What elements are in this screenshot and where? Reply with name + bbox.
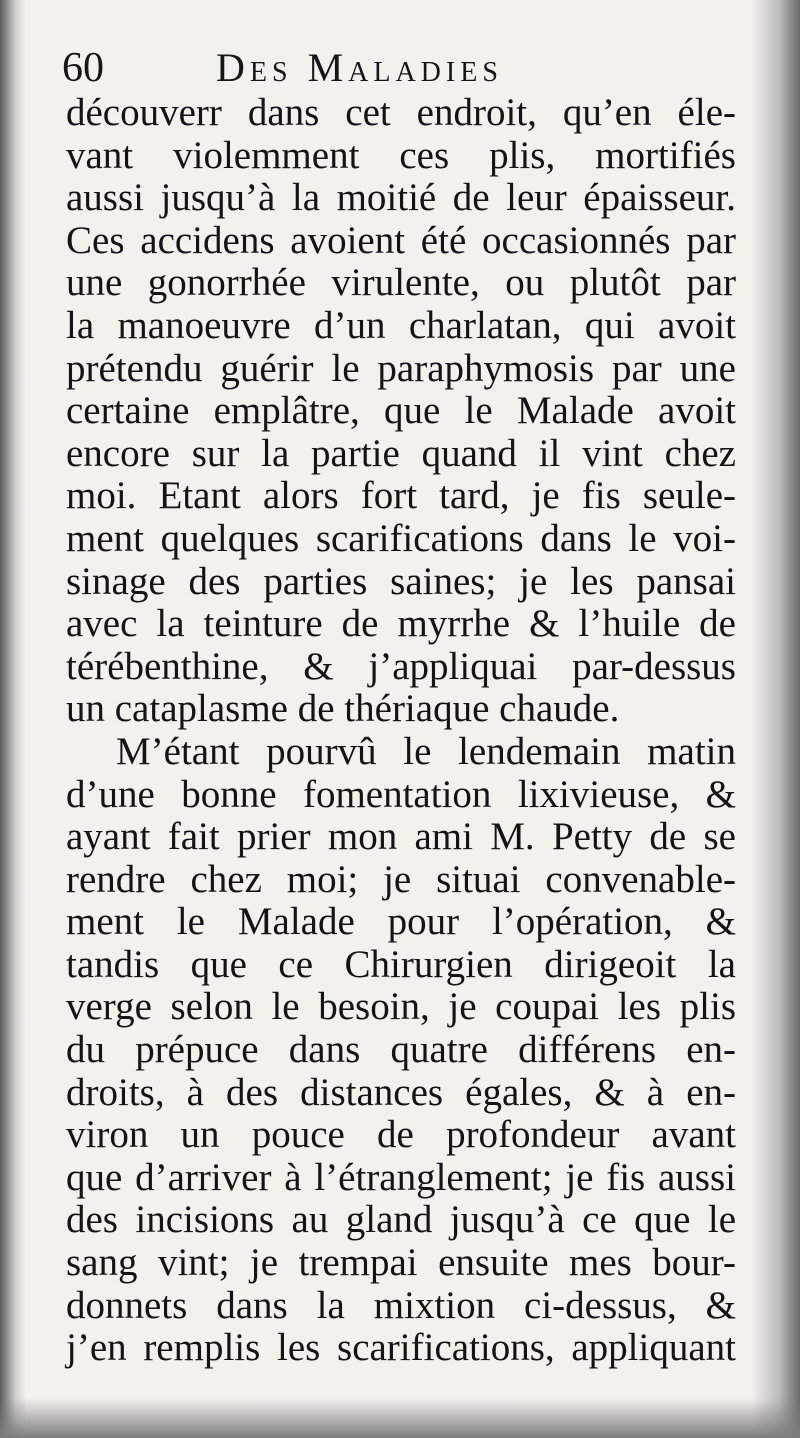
text-line: M’étant pourvû le lendemain matin [116, 729, 736, 773]
text-line: encore sur la partie quand il vint chez [66, 431, 736, 475]
text-line: j’en remplis les scarifications, appliquant [66, 1326, 736, 1370]
text-line: ment quelques scarifications dans le voi- [66, 516, 736, 560]
running-head [62, 42, 742, 94]
text-line: moi. Etant alors fort tard, je fis seule- [66, 474, 736, 518]
text-line: d’une bonne fomentation lixivieuse, & [66, 772, 736, 816]
body-text [66, 92, 736, 1370]
text-line: sang vint; je trempai ensuite mes bour- [66, 1241, 736, 1285]
text-line: droits, à des distances égales, & à en- [66, 1070, 736, 1114]
text-line: térébenthine, & j’appliquai par-dessus [66, 644, 736, 688]
text-line: certaine emplâtre, que le Malade avoit [66, 389, 736, 433]
page-gutter-shadow [0, 0, 26, 1438]
page-number: 60 [62, 45, 104, 91]
text-line: un cataplasme de thériaque chaude. [66, 687, 620, 731]
text-line: sinage des parties saines; je les pansai [66, 559, 736, 603]
text-line: avec la teinture de myrrhe & l’huile de [66, 602, 736, 646]
text-line: viron un pouce de profondeur avant [66, 1113, 736, 1157]
text-line: tandis que ce Chirurgien dirigeoit la [66, 942, 736, 986]
text-line: verge selon le besoin, je coupai les plis [66, 985, 736, 1029]
text-line: ment le Malade pour l’opération, & [66, 900, 736, 944]
text-line: rendre chez moi; je situai convenable- [66, 857, 736, 901]
text-line: la manoeuvre d’un charlatan, qui avoit [66, 303, 736, 347]
text-line: ayant fait prier mon ami M. Petty de se [66, 815, 736, 859]
text-line: Ces accidens avoient été occasionnés par [66, 218, 736, 262]
page-edge-shadow [752, 0, 800, 1438]
page-bottom-shadow [0, 1398, 800, 1438]
text-line: que d’arriver à l’étranglement; je fis aussi [66, 1155, 736, 1199]
text-line: vant violemment ces plis, mortifiés [66, 133, 736, 177]
text-line: des incisions au gland jusqu’à ce que le [66, 1198, 736, 1242]
text-line: donnets dans la mixtion ci-dessus, & [66, 1283, 736, 1327]
text-line: aussi jusqu’à la moitié de leur épaisseur. [66, 176, 736, 220]
running-title: Des Maladies [216, 45, 503, 90]
text-line: du prépuce dans quatre différens en- [66, 1028, 736, 1072]
text-line: une gonorrhée virulente, ou plutôt par [66, 261, 736, 305]
text-line: découverr dans cet endroit, qu’en éle- [66, 91, 736, 134]
text-line: prétendu guérir le paraphymosis par une [66, 346, 736, 390]
